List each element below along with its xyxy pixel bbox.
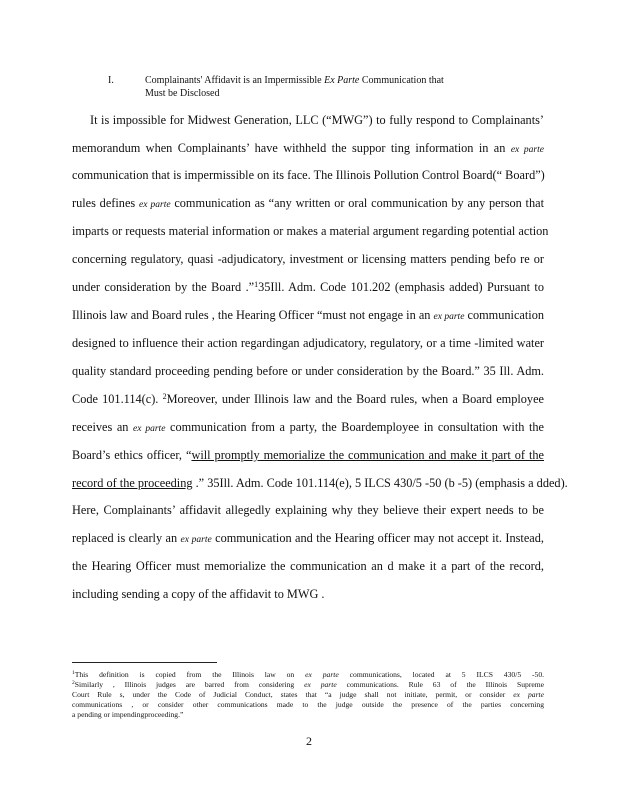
body-line-10 — [72, 364, 544, 378]
body-text: imparts or requests material information or makes a material argument regarding potential action — [72, 224, 549, 238]
footnote-text: Similarly , Illinois judges are barred from considering — [74, 680, 295, 689]
body-text: Code 101.114(c). — [72, 392, 159, 406]
body-italic: ex parte — [180, 535, 212, 545]
body-line-1 — [90, 113, 544, 127]
footnote-2-line-3 — [72, 700, 544, 709]
body-line-12 — [72, 420, 544, 436]
page-number: 2 — [306, 734, 312, 748]
body-text: receives an — [72, 420, 129, 434]
body-text: Illinois law and Board rules , the Hearing Officer “must not engage in an — [72, 308, 431, 322]
section-title-term: Ex Parte — [324, 75, 360, 86]
section-title-line2: Must be Disclosed — [145, 88, 220, 99]
body-line-6 — [72, 252, 544, 266]
body-text: concerning regulatory, quasi -adjudicatory, investment or licensing matters pending befo re or — [72, 252, 544, 266]
body-line-9 — [72, 336, 544, 350]
body-line-4 — [72, 196, 544, 212]
section-title — [145, 74, 545, 100]
footnote-text: communications , or consider other communications made to the judge outside the presence of the parties concerning — [72, 700, 544, 709]
footnote-1 — [72, 670, 544, 679]
body-line-13 — [72, 448, 544, 462]
body-text: It is impossible for Midwest Generation, LLC (“MWG”) to fully respond to Complainants’ — [90, 113, 544, 127]
footnote-text: communications, located at 5 ILCS 430/5 -50. — [349, 670, 545, 679]
body-text: quality standard proceeding pending before or under consideration by the Board.” 35 Ill. Adm. — [72, 364, 544, 378]
section-title-part2: Communication that — [361, 75, 444, 86]
footnote-number: 2 — [72, 680, 75, 686]
footnote-italic: ex parte — [513, 690, 544, 699]
footnote-text: a pending or impendingproceeding.” — [72, 710, 184, 719]
footnote-text: communications. Rule 63 of the Illinois Supreme — [346, 680, 544, 689]
body-text: replaced is clearly an — [72, 531, 178, 545]
body-line-17 — [72, 559, 544, 573]
footnote-2-line-1 — [72, 680, 544, 689]
body-line-15 — [72, 503, 544, 517]
body-italic: ex parte — [510, 145, 544, 155]
body-line-3 — [72, 168, 544, 182]
body-text: Moreover, under Illinois law and the Board rules, when a Board employee — [166, 392, 544, 406]
footnote-2-line-2 — [72, 690, 544, 699]
body-line-11 — [72, 392, 544, 406]
body-text: communication — [467, 308, 545, 322]
body-italic: ex parte — [433, 312, 465, 322]
body-text: memorandum when Complainants’ have withheld the suppor ting information in an — [72, 141, 506, 155]
body-line-16 — [72, 531, 544, 547]
body-line-5 — [72, 224, 549, 238]
body-italic: ex parte — [133, 424, 166, 434]
body-text: the Hearing Officer must memorialize the communication an d make it a part of the record, — [72, 559, 544, 573]
body-line-18 — [72, 587, 544, 601]
section-title-part1: Complainants' Affidavit is an Impermissible — [145, 75, 322, 86]
body-line-8 — [72, 308, 544, 324]
body-text: under consideration by the Board .” — [72, 280, 255, 294]
section-number: I. — [108, 75, 114, 86]
body-text: .” 35Ill. Adm. Code 101.114(e), 5 ILCS 430/5 -50 (b -5) (emphasis a dded). — [192, 476, 568, 490]
body-text: rules defines — [72, 196, 136, 210]
body-text: communication as “any written or oral communication by any person that — [174, 196, 544, 210]
body-underlined: will promptly memorialize the communication and make it part of the — [191, 448, 544, 462]
footnote-text: This definition is copied from the Illinois law on — [74, 670, 295, 679]
body-text: including sending a copy of the affidavit to MWG . — [72, 587, 325, 601]
body-italic: ex parte — [138, 200, 171, 210]
footnote-number: 1 — [72, 670, 75, 676]
body-text: designed to influence their action regardingan adjudicatory, regulatory, or a time -limited water — [72, 336, 544, 350]
body-line-2 — [72, 141, 544, 157]
body-text: 35Ill. Adm. Code 101.202 (emphasis added) Pursuant to — [258, 280, 544, 294]
body-line-7 — [72, 280, 544, 294]
body-underlined: record of the proceeding — [72, 476, 193, 490]
footnote-italic: ex parte — [305, 670, 339, 679]
footnote-ref: 1 — [254, 280, 259, 289]
body-text: Here, Complainants’ affidavit allegedly explaining why they believe their expert needs to be — [72, 503, 544, 517]
body-text: communication and the Hearing officer may not accept it. Instead, — [215, 531, 544, 545]
footnote-2-line-4 — [72, 710, 544, 719]
footnote-divider — [72, 662, 217, 663]
footnote-ref: 2 — [162, 392, 167, 401]
body-text: communication that is impermissible on its face. The Illinois Pollution Control Board(“ Board”) — [72, 168, 545, 182]
body-text: communication from a party, the Boardemployee in consultation with the — [170, 420, 544, 434]
body-line-14 — [72, 476, 568, 490]
footnote-italic: ex parte — [304, 680, 337, 689]
footnote-text: Court Rule s, under the Code of Judicial Conduct, states that “a judge shall not initiate, permit, or consider — [72, 690, 506, 699]
body-text: Board’s ethics officer, “ — [72, 448, 192, 462]
